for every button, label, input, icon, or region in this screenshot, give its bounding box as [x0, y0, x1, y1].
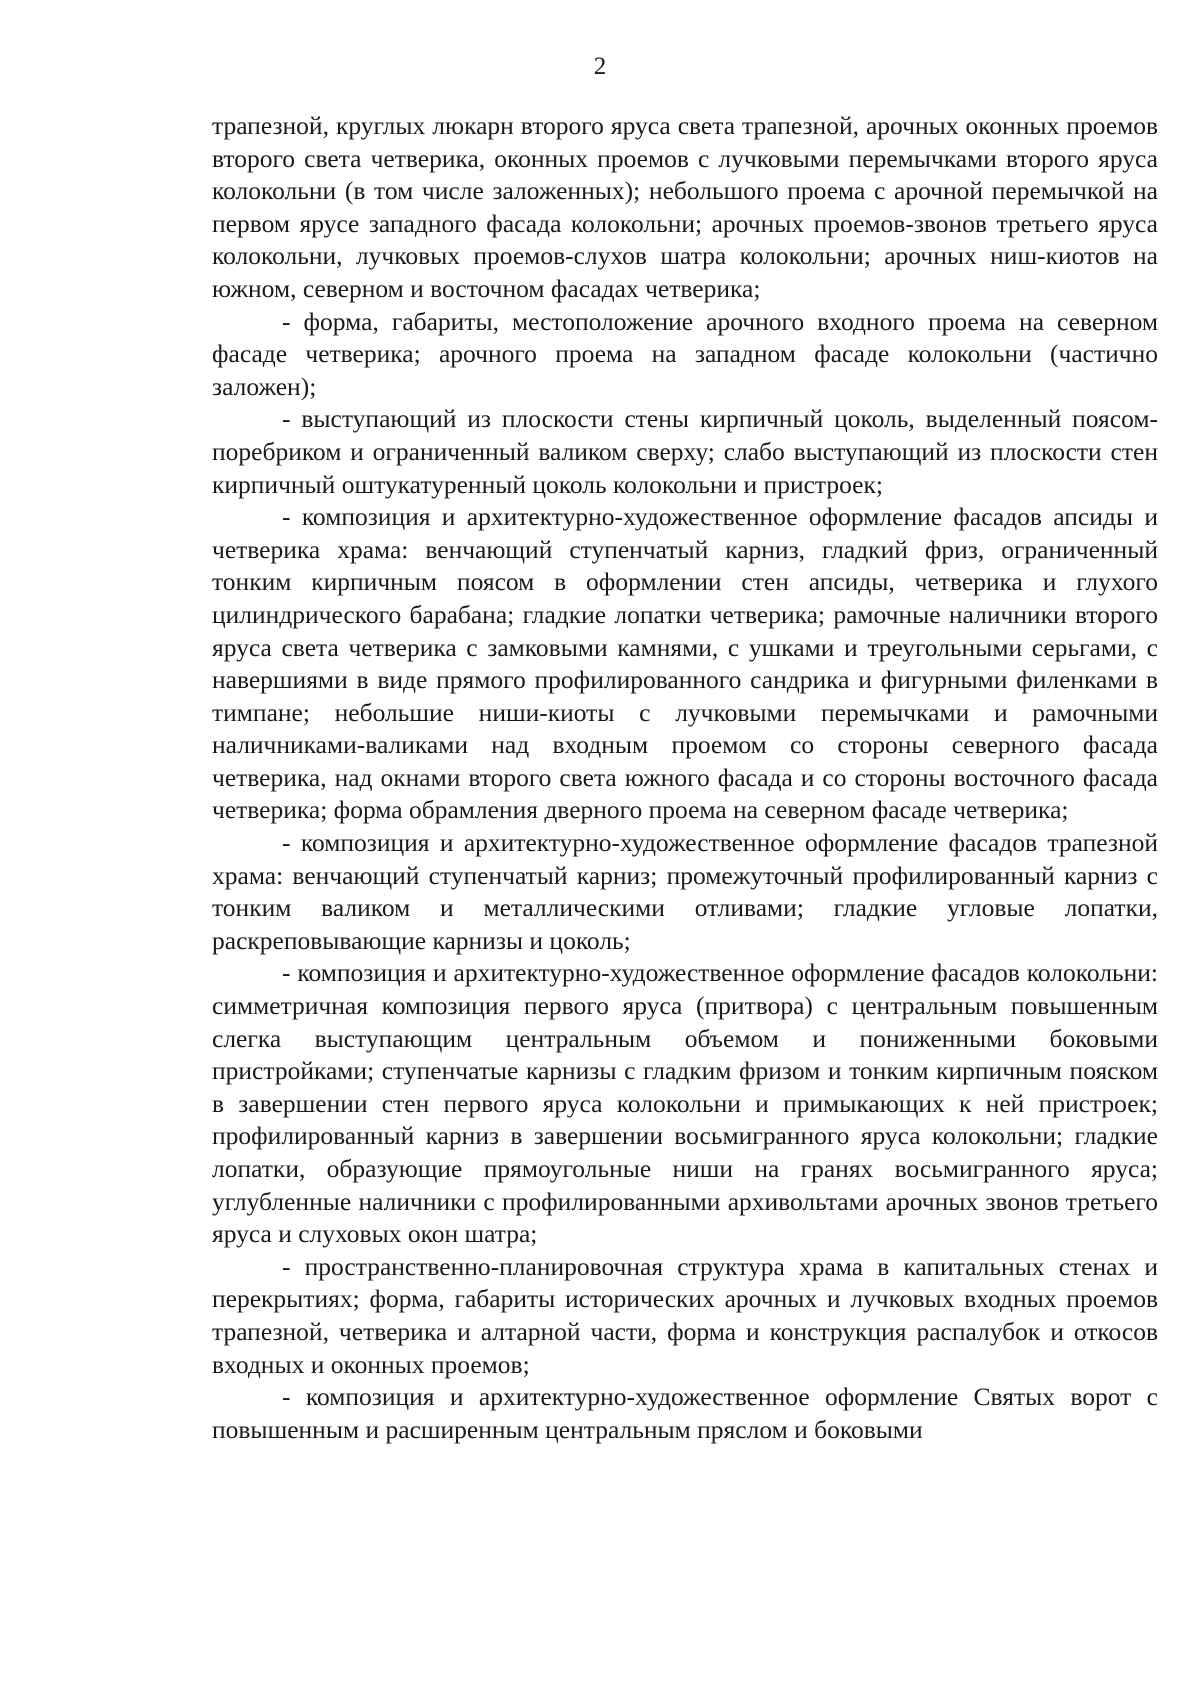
paragraph-entrance-portal: - форма, габариты, местоположение арочного входного проема на северном фасаде четверика; арочного проема на западном фасаде колокольни (частично заложен);	[212, 306, 1158, 401]
paragraph-plinth: - выступающий из плоскости стены кирпичный цоколь, выделенный поясом-поребриком и ограниченный валиком сверху; слабо выступающий из плоскости стен кирпичный оштукатуренный цоколь колокольни и пристроек;	[212, 404, 1158, 499]
paragraph-holy-gates: - композиция и архитектурно-художественное оформление Святых ворот с повышенным и расширенным центральным пряслом и боковыми	[212, 1382, 1158, 1444]
paragraph-bell-tower-facades: - композиция и архитектурно-художественное оформление фасадов колокольни: симметричная композиция первого яруса (притвора) с центральным повышенным слегка выступающим центральным объемом и пониженными боковыми пристройками; ступенчатые карнизы с гладким фризом и тонким кирпичным пояском в завершении стен первого яруса колокольни и примыкающих к ней пристроек; профилированный карниз в завершении восьмигранного яруса колокольни; гладкие лопатки, образующие прямоугольные ниши на гранях восьмигранного яруса; углубленные наличники с профилированными архивольтами арочных звонов третьего яруса и слуховых окон шатра;	[212, 958, 1158, 1249]
paragraph-refectory-facades: - композиция и архитектурно-художественное оформление фасадов трапезной храма: венчающий ступенчатый карниз; промежуточный профилированный карниз с тонким валиком и металлическими отливами; гладкие угловые лопатки, раскреповывающие карнизы и цоколь;	[212, 828, 1158, 955]
document-body	[212, 110, 1158, 1446]
page-number: 2	[593, 53, 607, 80]
paragraph-spatial-structure: - пространственно-планировочная структура храма в капитальных стенах и перекрытиях; форма, габариты исторических арочных и лучковых входных проемов трапезной, четверика и алтарной части, форма и конструкция распалубок и откосов входных и оконных проемов;	[212, 1251, 1158, 1379]
paragraph-apse-facades: - композиция и архитектурно-художественное оформление фасадов апсиды и четверика храма: венчающий ступенчатый карниз, гладкий фриз, ограниченный тонким кирпичным поясом в оформлении стен апсиды, четверика и глухого цилиндрического барабана; гладкие лопатки четверика; рамочные наличники второго яруса света четверика с замковыми камнями, с ушками и треугольными серьгами, с навершиями в виде прямого профилированного сандрика и фигурными филенками в тимпане; небольшие ниши-киоты с лучковыми перемычками и рамочными наличниками-валиками над входным проемом со стороны северного фасада четверика, над окнами второго света южного фасада и со стороны восточного фасада четверика; форма обрамления дверного проема на северном фасаде четверика;	[212, 502, 1158, 825]
paragraph-continuation: трапезной, круглых люкарн второго яруса света трапезной, арочных оконных проемов второго света четверика, оконных проемов с лучковыми перемычками второго яруса колокольни (в том числе заложенных); небольшого проема с арочной перемычкой на первом ярусе западного фасада колокольни; арочных проемов-звонов третьего яруса колокольни, лучковых проемов-слухов шатра колокольни; арочных ниш-киотов на южном, северном и восточном фасадах четверика;	[212, 111, 1158, 303]
